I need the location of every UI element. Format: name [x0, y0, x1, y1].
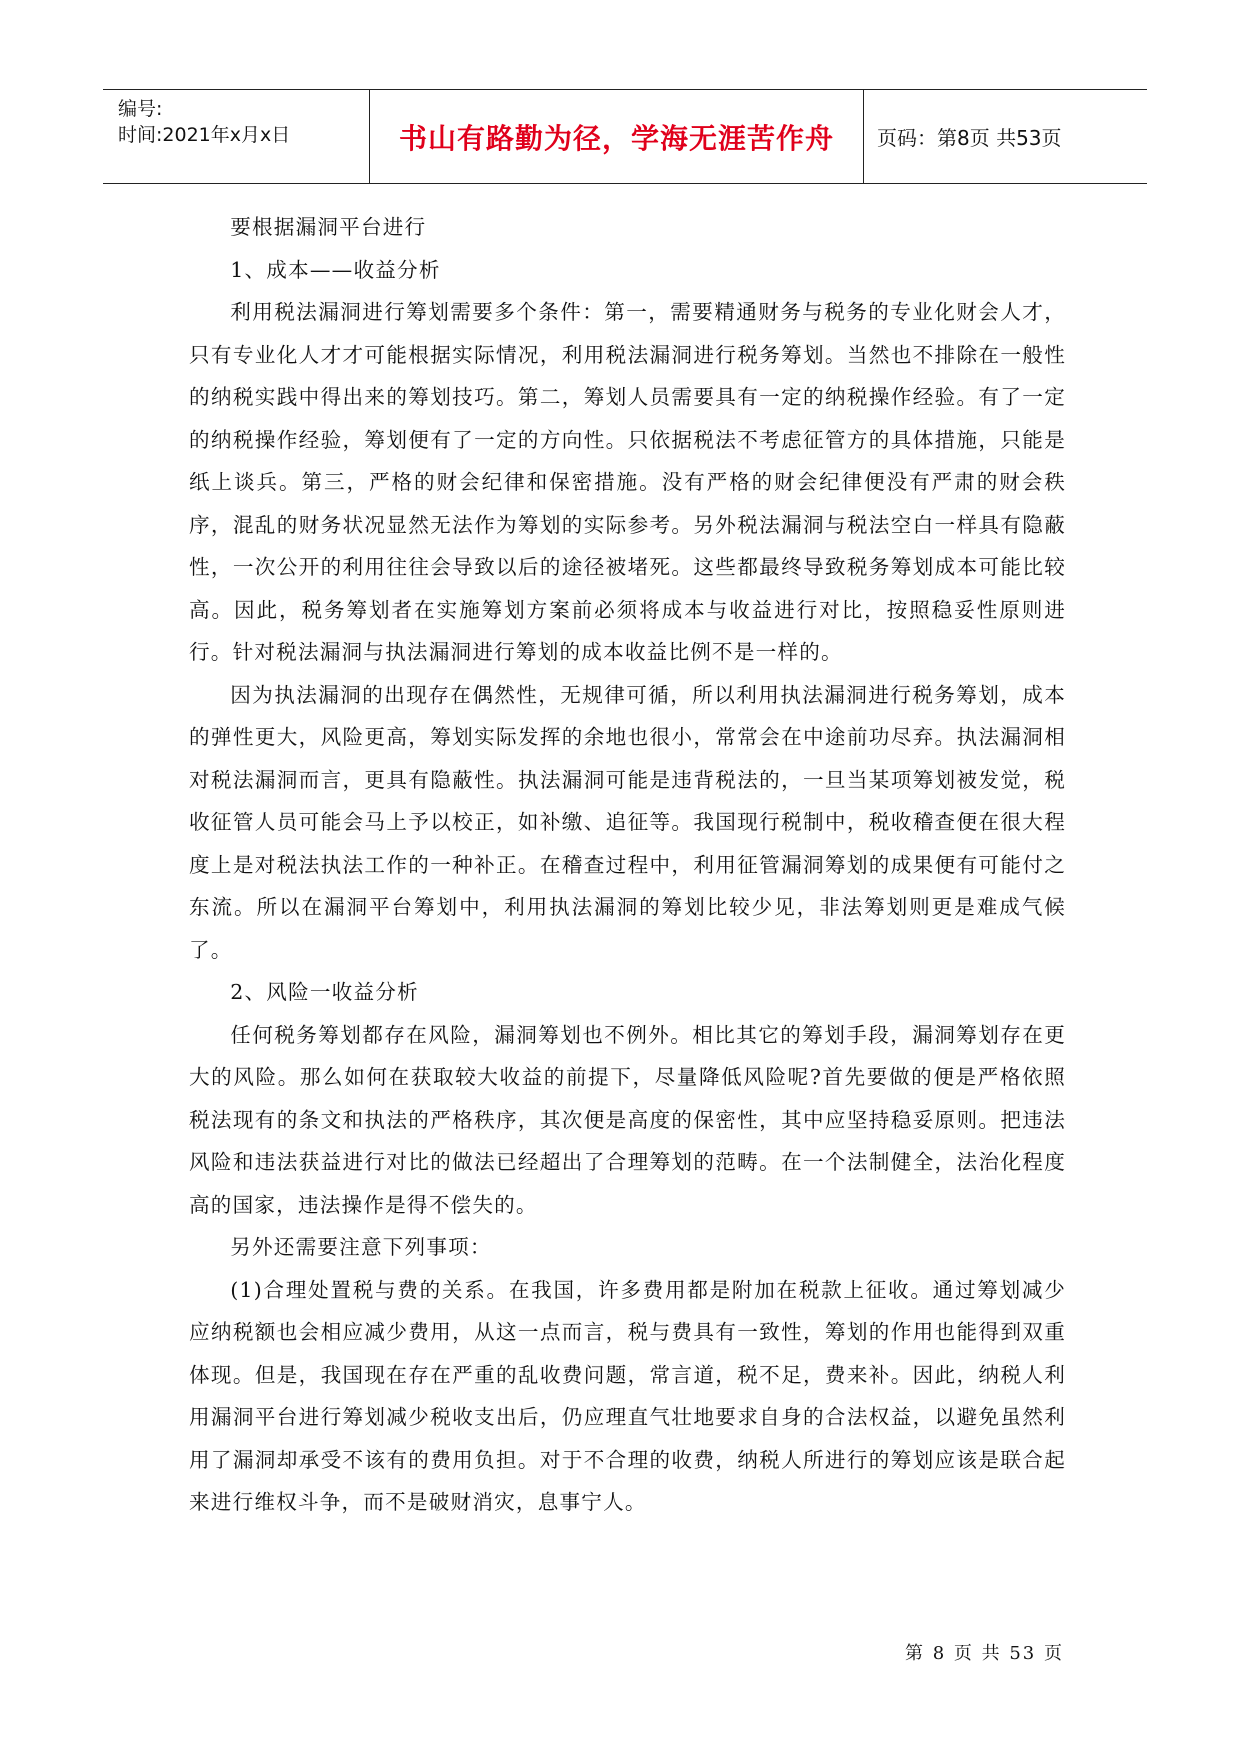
body-paragraph: 另外还需要注意下列事项： [230, 1235, 492, 1259]
document-time-label: 时间:2021年x月x日 [118, 124, 291, 146]
body-paragraph: 因为执法漏洞的出现存在偶然性，无规律可循，所以利用执法漏洞进行税务筹划，成本的弹性更大，风险更高，筹划实际发挥的余地也很小，常常会在中途前功尽弃。执法漏洞相对税法漏洞而言，更具有隐蔽性。执法漏洞可能是违背税法的，一旦当某项筹划被发觉，税收征管人员可能会马上予以校正，如补缴、追征等。我国现行税制中，税收稽查便在很大程度上是对税法执法工作的一种补正。在稽查过程中，利用征管漏洞筹划的成果便有可能付之东流。所以在漏洞平台筹划中，利用执法漏洞的筹划比较少见，非法筹划则更是难成气候了。 [189, 682, 1066, 962]
body-paragraph: 要根据漏洞平台进行 [230, 215, 427, 239]
page-header [103, 89, 1147, 184]
header-page-number: 页码：第8页 共53页 [877, 126, 1062, 150]
section-heading-risk-benefit: 2、风险一收益分析 [230, 980, 419, 1004]
body-paragraph: 任何税务筹划都存在风险，漏洞筹划也不例外。相比其它的筹划手段，漏洞筹划存在更大的风险。那么如何在获取较大收益的前提下，尽量降低风险呢?首先要做的便是严格依照税法现有的条文和执法的严格秩序，其次便是高度的保密性，其中应坚持稳妥原则。把违法风险和违法获益进行对比的做法已经超出了合理筹划的范畴。在一个法制健全，法治化程度高的国家，违法操作是得不偿失的。 [189, 1022, 1066, 1217]
body-paragraph: (1)合理处置税与费的关系。在我国，许多费用都是附加在税款上征收。通过筹划减少应纳税额也会相应减少费用，从这一点而言，税与费具有一致性，筹划的作用也能得到双重体现。但是，我国现在存在严重的乱收费问题，常言道，税不足，费来补。因此，纳税人利用漏洞平台进行筹划减少税收支出后，仍应理直气壮地要求自身的合法权益，以避免虽然利用了漏洞却承受不该有的费用负担。对于不合理的收费，纳税人所进行的筹划应该是联合起来进行维权斗争，而不是破财消灾，息事宁人。 [189, 1277, 1066, 1514]
document-body [189, 206, 1066, 1524]
header-page-cell [864, 90, 1147, 183]
section-heading-cost-benefit: 1、成本——收益分析 [230, 257, 441, 282]
header-motto-cell [370, 90, 864, 183]
page-footer: 第 8 页 共 53 页 [905, 1643, 1064, 1664]
header-info-cell [103, 90, 370, 183]
document-number-label: 编号: [118, 98, 163, 120]
body-paragraph: 利用税法漏洞进行筹划需要多个条件：第一，需要精通财务与税务的专业化财会人才，只有专业化人才才可能根据实际情况，利用税法漏洞进行税务筹划。当然也不排除在一般性的纳税实践中得出来的筹划技巧。第二，筹划人员需要具有一定的纳税操作经验。有了一定的纳税操作经验，筹划便有了一定的方向性。只依据税法不考虑征管方的具体措施，只能是纸上谈兵。第三，严格的财会纪律和保密措施。没有严格的财会纪律便没有严肃的财会秩序，混乱的财务状况显然无法作为筹划的实际参考。另外税法漏洞与税法空白一样具有隐蔽性，一次公开的利用往往会导致以后的途径被堵死。这些都最终导致税务筹划成本可能比较高。因此，税务筹划者在实施筹划方案前必须将成本与收益进行对比，按照稳妥性原则进行。针对税法漏洞与执法漏洞进行筹划的成本收益比例不是一样的。 [189, 300, 1066, 664]
motto-text: 书山有路勤为径，学海无涯苦作舟 [398, 121, 834, 155]
